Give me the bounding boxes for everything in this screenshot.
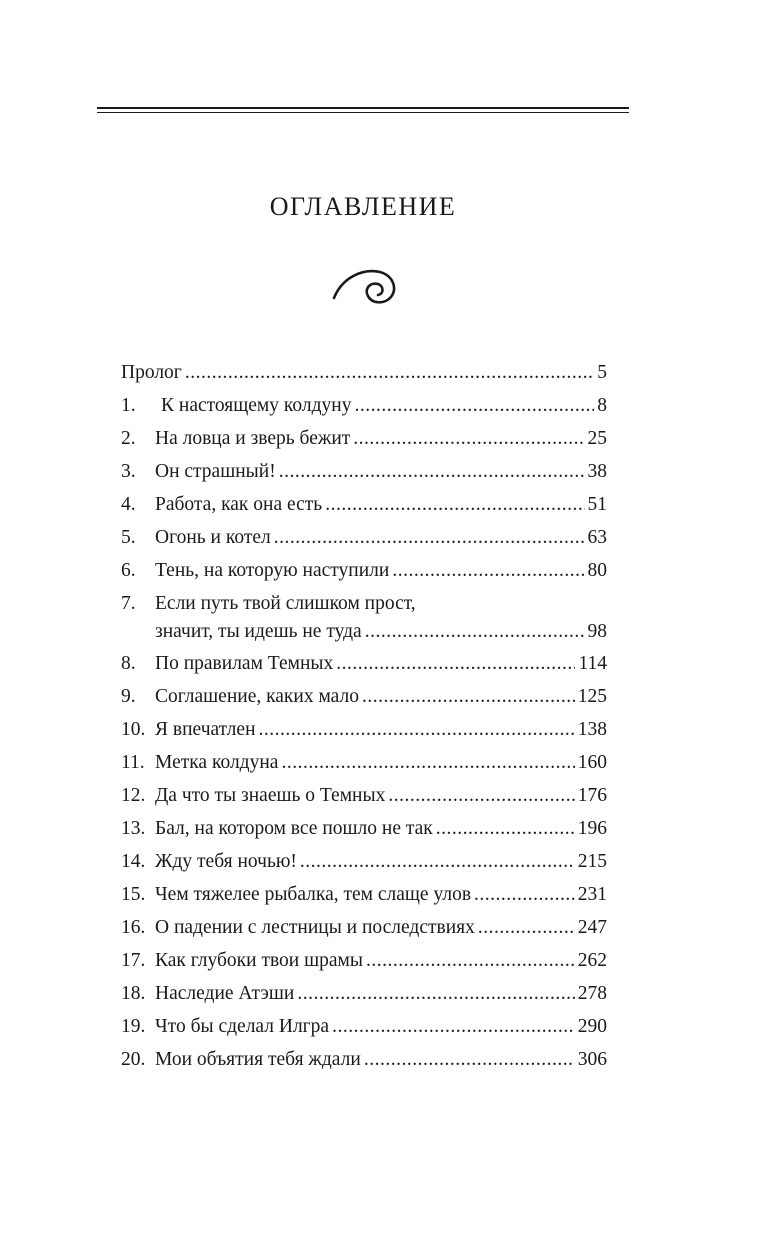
toc-entry-label: значит, ты идешь не туда	[155, 621, 362, 642]
toc-entry-label: Я впечатлен	[155, 719, 256, 740]
toc-entry-number: 2.	[121, 428, 136, 449]
toc-leader-dots	[332, 1010, 575, 1043]
toc-leader-dots	[353, 422, 584, 455]
toc-entry-number: 9.	[121, 686, 136, 707]
toc-entry-label: По правилам Темных	[155, 653, 334, 674]
toc-entry-number: 15.	[121, 884, 146, 905]
toc-entry-label: Бал, на котором все пошло не так	[155, 818, 433, 839]
toc-entry-ch11[interactable]	[121, 746, 607, 779]
header-double-rule-thin	[97, 112, 629, 113]
toc-leader-dots	[325, 488, 584, 521]
toc-page-number: 63	[587, 527, 607, 548]
toc-entry-ch18[interactable]	[121, 977, 607, 1010]
toc-leader-dots	[279, 455, 585, 488]
toc-page-number: 114	[578, 653, 607, 674]
toc-entry-ch14[interactable]	[121, 845, 607, 878]
toc-leader-dots	[297, 977, 574, 1010]
toc-entry-label: Да что ты знаешь о Темных	[155, 785, 386, 806]
toc-entry-ch10[interactable]	[121, 713, 607, 746]
toc-leader-dots	[259, 713, 575, 746]
toc-leader-dots	[336, 647, 575, 680]
toc-entry-continuation	[121, 617, 607, 647]
toc-entry-label: Если путь твой слишком прост,	[155, 593, 416, 614]
toc-leader-dots	[366, 944, 575, 977]
toc-leader-dots	[281, 746, 574, 779]
toc-page-number: 278	[577, 983, 607, 1004]
toc-entry-ch2[interactable]	[121, 422, 607, 455]
toc-entry-label: Наследие Атэши	[155, 983, 295, 1004]
toc-entry-ch17[interactable]	[121, 944, 607, 977]
toc-entry-prologue[interactable]	[121, 356, 607, 389]
toc-page-number: 138	[577, 719, 607, 740]
toc-page-number: 8	[597, 395, 607, 416]
toc-entry-first-line	[121, 587, 607, 617]
toc-page-number: 247	[577, 917, 607, 938]
toc-page-number: 160	[577, 752, 607, 773]
toc-leader-dots	[392, 554, 584, 587]
toc-entry-number: 1.	[121, 395, 136, 416]
toc-leader-dots	[365, 617, 585, 647]
toc-page-number: 196	[577, 818, 607, 839]
toc-leader-dots	[185, 356, 594, 389]
toc-entry-ch13[interactable]	[121, 812, 607, 845]
toc-entry-label: Пролог	[121, 362, 182, 383]
toc-leader-dots	[436, 812, 575, 845]
toc-page-number: 290	[577, 1016, 607, 1037]
toc-entry-ch8[interactable]	[121, 647, 607, 680]
toc-entry-label: Работа, как она есть	[155, 494, 323, 515]
toc-page-number: 215	[577, 851, 607, 872]
toc-entry-number: 16.	[121, 917, 146, 938]
toc-entry-label: Что бы сделал Илгра	[155, 1016, 330, 1037]
toc-entry-label: О падении с лестницы и последствиях	[155, 917, 475, 938]
toc-entry-label: Мои объятия тебя ждали	[155, 1049, 361, 1070]
toc-entry-ch7[interactable]	[121, 587, 607, 647]
toc-page-number: 38	[587, 461, 607, 482]
toc-page-number: 5	[597, 362, 607, 383]
toc-leader-dots	[474, 878, 575, 911]
toc-entry-number: 13.	[121, 818, 146, 839]
toc-entry-label: Метка колдуна	[155, 752, 279, 773]
header-double-rule-thick	[97, 107, 629, 109]
toc-entry-ch5[interactable]	[121, 521, 607, 554]
toc-entry-ch9[interactable]	[121, 680, 607, 713]
toc-entry-label: К настоящему колдуну	[161, 395, 352, 416]
toc-entry-ch6[interactable]	[121, 554, 607, 587]
toc-entry-ch1[interactable]	[121, 389, 607, 422]
spiral-flourish-icon	[332, 264, 400, 306]
toc-entry-number: 17.	[121, 950, 146, 971]
toc-leader-dots	[478, 911, 575, 944]
toc-leader-dots	[362, 680, 575, 713]
toc-entry-label: Соглашение, каких мало	[155, 686, 359, 707]
toc-page-number: 125	[577, 686, 607, 707]
toc-leader-dots	[274, 521, 585, 554]
toc-entry-ch15[interactable]	[121, 878, 607, 911]
toc-entry-label: Как глубоки твои шрамы	[155, 950, 363, 971]
toc-page-number: 176	[577, 785, 607, 806]
toc-entry-ch3[interactable]	[121, 455, 607, 488]
toc-entry-number: 5.	[121, 527, 136, 548]
toc-entry-number: 19.	[121, 1016, 146, 1037]
toc-leader-dots	[388, 779, 574, 812]
toc-entry-number: 11.	[121, 752, 145, 773]
toc-entry-number: 7.	[121, 593, 136, 614]
toc-entry-ch4[interactable]	[121, 488, 607, 521]
toc-leader-dots	[354, 389, 594, 422]
toc-leader-dots	[300, 845, 575, 878]
toc-entry-ch16[interactable]	[121, 911, 607, 944]
toc-entry-label: Огонь и котел	[155, 527, 271, 548]
toc-page-number: 262	[577, 950, 607, 971]
toc-entry-label: Тень, на которую наступили	[155, 560, 390, 581]
toc-entry-label: На ловца и зверь бежит	[155, 428, 351, 449]
toc-entry-number: 6.	[121, 560, 136, 581]
toc-entry-number: 8.	[121, 653, 136, 674]
table-of-contents	[121, 356, 607, 1076]
toc-entry-number: 14.	[121, 851, 146, 872]
toc-entry-label: Жду тебя ночью!	[155, 851, 297, 872]
toc-entry-ch20[interactable]	[121, 1043, 607, 1076]
page-title: ОГЛАВЛЕНИЕ	[269, 192, 457, 221]
toc-entry-ch12[interactable]	[121, 779, 607, 812]
toc-entry-number: 3.	[121, 461, 136, 482]
toc-entry-number: 20.	[121, 1049, 146, 1070]
toc-entry-ch19[interactable]	[121, 1010, 607, 1043]
toc-page-number: 25	[587, 428, 607, 449]
toc-entry-number: 18.	[121, 983, 146, 1004]
toc-page-number: 80	[587, 560, 607, 581]
toc-entry-number: 12.	[121, 785, 146, 806]
toc-entry-number: 10.	[121, 719, 146, 740]
toc-page-number: 231	[577, 884, 607, 905]
toc-entry-label: Чем тяжелее рыбалка, тем слаще улов	[155, 884, 472, 905]
toc-page-number: 98	[587, 621, 607, 642]
toc-leader-dots	[364, 1043, 575, 1076]
toc-page-number: 306	[577, 1049, 607, 1070]
toc-entry-number: 4.	[121, 494, 136, 515]
toc-entry-label: Он страшный!	[155, 461, 276, 482]
toc-page-number: 51	[587, 494, 607, 515]
